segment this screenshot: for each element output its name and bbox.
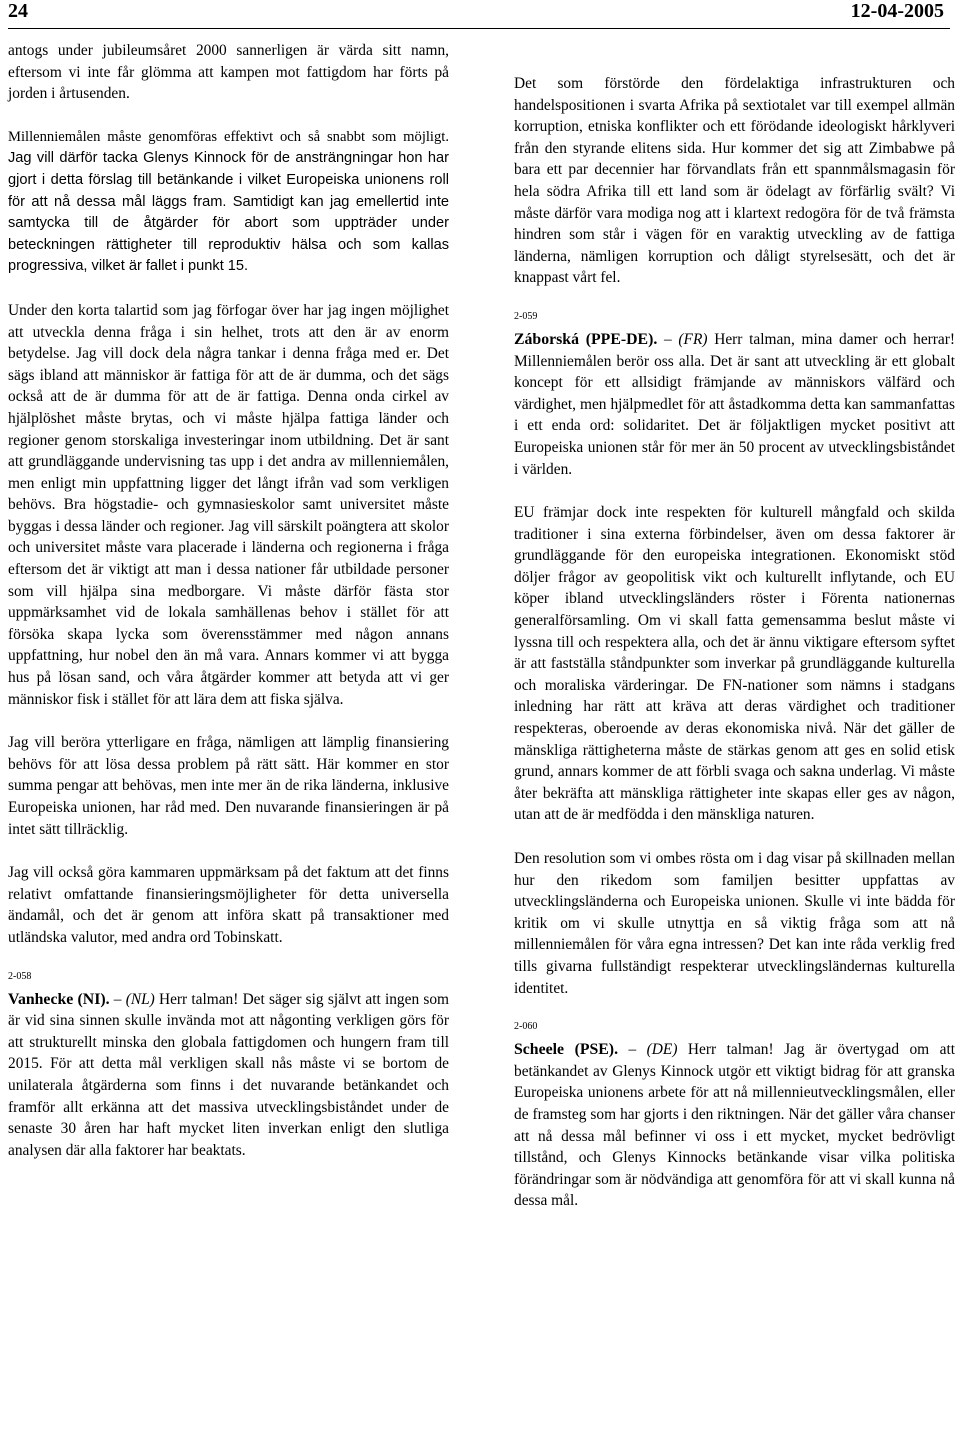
left-column <box>8 40 449 1161</box>
page-header <box>8 0 950 29</box>
speaker-name: Scheele (PSE). <box>514 1041 619 1059</box>
language-code: (FR) <box>678 330 708 348</box>
paragraph-lead: Millenniemålen måste genomföras effektivt och så snabbt som möjligt. <box>8 128 449 145</box>
speech-number: 2-059 <box>514 310 538 322</box>
paragraph: Jag vill beröra ytterligare en fråga, nämligen att lämplig finansiering behövs för att lösa dessa problem på rätt sätt. Här kommer en stor summa pengar att behövas, men inte mer än de rika länderna, inklusive Europeiska unionen, har råd med. Den nuvarande finansieringen är på intet sätt tillräcklig. <box>8 734 449 838</box>
speaker-dash: – <box>657 330 679 348</box>
paragraph: Jag vill också göra kammaren uppmärksam på det faktum att det finns relativt omfattande finansieringsmöjligheter för detta universella ändamål, och det är genom att införa skatt på transaktioner med utländska valutor, med andra ord Tobinskatt. <box>8 864 449 946</box>
paragraph: antogs under jubileumsåret 2000 sannerligen är värda sitt namn, eftersom vi inte får glömma att kampen mot fattigdom har förts på jorden i årtusenden. <box>8 42 449 103</box>
speech-text: Herr talman, mina damer och herrar! Millenniemålen berör oss alla. Det är sant att utveckling är ett globalt koncept för ett allsidigt främjande av människors välfärd och värdighet, men hjälpmedlet för att åstadkomma detta kan sammanfattas i ett enda ord: solidaritet. Det är följaktligen mycket positivt att Europeiska unionen står för mer än 50 procent av utvecklingsbiståndet i världen. <box>514 330 956 478</box>
speech-text: Herr talman! Jag är övertygad om att betänkandet av Glenys Kinnock utgör ett viktigt bidrag för att granska Europeiska unionens arbete för att nå millennieutvecklingsmålen, eller de framsteg som har gjorts i den riktningen. När det gäller våra chanser att nå dessa mål befinner vi oss i ett mycket, mycket bedrövligt tillstånd, och Glenys Kinnocks betänkande visar vilka politiska förändringar som är nödvändiga att genomföra för att vi skall kunna nå dessa mål. <box>514 1041 956 1210</box>
speech <box>514 329 955 480</box>
speech <box>8 989 449 1162</box>
speech-number: 2-060 <box>514 1021 538 1033</box>
header-date: 12-04-2005 <box>850 0 944 22</box>
paragraph-body: Jag vill därför tacka Glenys Kinnock för de ansträngningar hon har gjort i detta förslag till betänkande i vilket Europeiska unionens roll för att nå dessa mål läggs fram. Samtidigt kan jag emellertid inte samtycka till de åtgärder för abort som uppträder under beteckningen rättigheter till reproduktiv hälsa och som kallas progressiva, vilket är fallet i punkt 15. <box>8 150 449 275</box>
paragraph: Under den korta talartid som jag förfogar över har jag ingen möjlighet att utveckla denna fråga i sin helhet, trots att den är av enorm betydelse. Jag vill dock dela några tankar i denna fråga med er. Det sägs ibland att människor är fattiga för att de är dumma, och det sägs också att de är dumma för att de är fattiga. Denna onda cirkel av hjälplöshet måste brytas, och vi måste hjälpa fattiga länder och regioner genom storskaliga investeringar inom utbildning. Det är sant att grundläggande undervisning tas upp i det andra av millenniemålen, men enligt min uppfattning ligger det långt ifrån vad som verkligen behövs. Bra högstadie- och gymnasieskolor samt universitet måste byggas i dessa länder och regioner. Jag vill särskilt poängtera att skolor och universitet måste vara placerade i länderna och regionerna i fråga eftersom det är viktigt att man i dessa nationer får utbildade personer som vill hjälpa sina medborgare. Vi måste därför fästa stor uppmärksamhet vid de lokala samhällenas behov i stället för att försöka skapa lycka som överensstämmer med någon annans uppfattning, hur nobel den än må vara. Annars kommer vi att bygga hus på lösan sand, och våra åtgärder kommer att betyda att vi ger människor fisk i stället för att lära dem att fiska själva. <box>8 301 449 708</box>
paragraph <box>8 127 449 278</box>
speaker-dash: – <box>618 1041 647 1059</box>
speaker-name: Vanhecke (NI). <box>8 990 110 1008</box>
speech <box>514 1039 955 1212</box>
paragraph: Det som förstörde den fördelaktiga infrastrukturen och handelspositionen i svarta Afrika på sextiotalet var till exempel allmän korruption, etniska konflikter och ett förödande ideologiskt hårklyveri från den styrande elitens sida. Hur kommer det sig att Zimbabwe på bara ett par decennier har förvandlats från ett spannmålsmagasin för hela södra Afrika till ett land som är ödelagt av förfärlig svält? Vi måste därför vara modiga nog att i klartext redogöra för de två främsta hindren som står i vägen för en varaktig utveckling av de fattiga länderna, nämligen korruption och dåligt styrelsesätt, och det är knappast vårt fel. <box>514 75 955 287</box>
speech-number: 2-058 <box>8 970 32 982</box>
paragraph: Den resolution som vi ombes rösta om i dag visar på skillnaden mellan hur den rikedom som familjen besitter uppfattas av utvecklingsländerna och Europeiska unionen. Skulle vi inte bädda för kritik om vi skulle utnyttja en så viktig fråga som att nå millenniemålen för våra egna intressen? Det kan inte råda verklig fred tills givarna fullständigt respekterar utvecklingsländernas kulturella identitet. <box>514 850 955 997</box>
language-code: (DE) <box>646 1041 678 1059</box>
paragraph: EU främjar dock inte respekten för kulturell mångfald och skilda traditioner i sina externa förbindelser, även om dessa faktorer är grundläggande för den europeiska integrationen. Ekonomiskt stöd döljer frågor av geopolitisk vikt och kulturellt inflytande, och EU köper ibland utvecklingsländers röster i Förenta nationernas generalförsamling. Om vi skall fatta gemensamma beslut måste vi lyssna till och respektera alla, och det är ännu viktigare eftersom syftet är att fastställa ståndpunkter som inverkar på grundläggande kulturella och moraliska värderingar. De FN-nationer som nämns i stadgans inledning har rätt att kräva att deras värdighet och traditioner respekteras, oberoende av deras ekonomiska nivå. När det gäller de mänskliga rättigheterna måste de stärkas genom att ges en solid etisk grund, annars kommer de att förbli svaga och sakna underlag. Vi måste åter bekräfta att mänskliga rättigheter inte skapas eller ges av någon, utan att de är medfödda i den mänskliga naturen. <box>514 504 955 824</box>
right-column <box>514 73 955 1212</box>
language-code: (NL) <box>125 990 155 1008</box>
speech-text: Herr talman! Det säger sig självt att ingen som är vid sina sinnen skulle invända mot att någonting verkligen görs för att strukturellt minska den globala fattigdomen och hungern fram till 2015. För att detta mål verkligen skall nås måste vi se bortom de unilaterala åtgärderna som finns i det nuvarande betänkandet och framför allt erkänna att det massiva utvecklingsbiståndet under de senaste 30 åren har haft mycket liten inverkan enligt den slutliga analysen där alla faktorer har beaktats. <box>8 990 450 1159</box>
page-number: 24 <box>8 0 28 22</box>
speaker-dash: – <box>109 990 126 1008</box>
speaker-name: Záborská (PPE-DE). <box>514 330 658 348</box>
